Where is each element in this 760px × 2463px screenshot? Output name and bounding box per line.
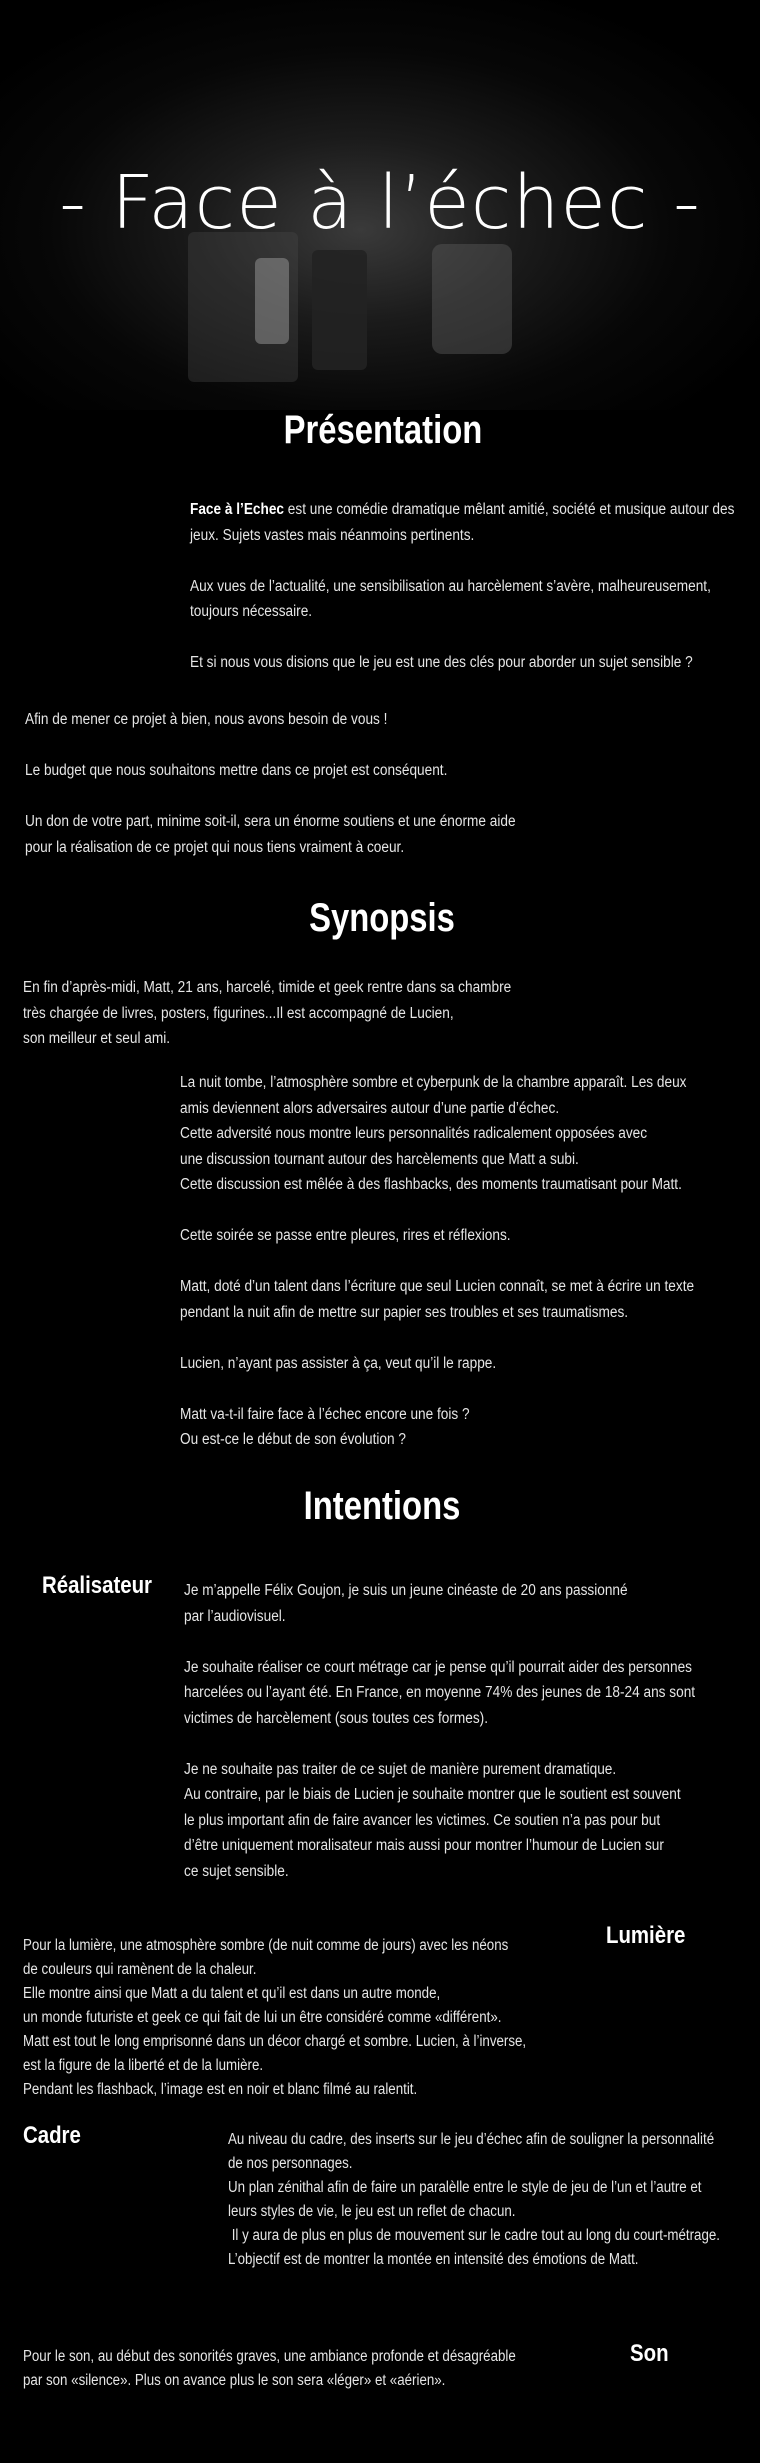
cadre-text: Au niveau du cadre, des inserts sur le jeu d’échec afin de souligner la personnalité de nos personnages. Un plan zénithal afin de faire un paralèlle entre le style de jeu de l’un et l’autre et leurs styles de vie, le jeu est un reflet de chacun. Il y aura de plus en plus de mouvement sur le cadre tout au long du court-métrage. L’objectif est de montrer la montée en intensité des émotions de Matt. (228, 2131, 721, 2268)
lumiere-label: Lumière (606, 1922, 686, 1949)
son-label: Son (630, 2340, 669, 2367)
hero-object-book (255, 258, 289, 344)
presentation-appeal: Afin de mener ce projet à bien, nous avons besoin de vous ! Le budget que nous souhaitons mettre dans ce projet est conséquent. Un don de votre part, minime soit-il, sera un énorme soutiens et une énorme aide pour la réalisation de ce projet qui nous tiens vraiment à coeur. (25, 711, 516, 856)
realisateur-label: Réalisateur (42, 1572, 152, 1599)
project-name: Face à l’Echec (190, 501, 285, 518)
presentation-intro: Face à l’Echec est une comédie dramatique mêlant amitié, société et musique autour des jeux. Sujets vastes mais néanmoins pertinents. Aux vues de l’actualité, une sensibilisation au harcèlement s’avère, malheureusement, toujours nécessaire. Et si nous vous disions que le jeu est une des clés pour aborder un sujet sensible ? (190, 501, 735, 671)
hero-object-center (312, 250, 367, 370)
realisateur-text: Je m’appelle Félix Goujon, je suis un jeune cinéaste de 20 ans passionné par l’audiovisuel. Je souhaite réaliser ce court métrage car je pense qu’il pourrait aider des personnes harcelées ou l’ayant été. En France, en moyenne 74% des jeunes de 18-24 ans sont victimes de harcèlement (sous toutes ces formes). Je ne souhaite pas traiter de ce sujet de manière purement dramatique. Au contraire, par le biais de Lucien je souhaite montrer que le soutient est souvent le plus important afin de faire avancer les victimes. Ce soutien n’a pas pour but d’être uniquement moralisateur mais aussi pour montrer l’humour de Lucien sur ce sujet sensible. (184, 1582, 696, 1880)
synopsis-heading: Synopsis (309, 896, 455, 940)
cadre-label: Cadre (23, 2122, 81, 2149)
intentions-heading: Intentions (303, 1484, 461, 1528)
page-title: - Face à l’échec - (59, 160, 701, 246)
hero-banner (0, 0, 760, 410)
synopsis-intro: En fin d’après-midi, Matt, 21 ans, harcelé, timide et geek rentre dans sa chambre très chargée de livres, posters, figurines...Il est accompagné de Lucien, son meilleur et seul ami. (23, 979, 512, 1047)
son-text: Pour le son, au début des sonorités graves, une ambiance profonde et désagréable par son «silence». Plus on avance plus le son sera «léger» et «aérien». (23, 2348, 516, 2389)
presentation-heading: Présentation (283, 408, 483, 452)
lumiere-text: Pour la lumière, une atmosphère sombre (de nuit comme de jours) avec les néons de couleurs qui ramènent de la chaleur. Elle montre ainsi que Matt a du talent et qu’il est dans un autre monde, un monde futuriste et geek ce qui fait de lui un être considéré comme «différent». Matt est tout le long emprisonné dans un décor chargé et sombre. Lucien, à l’inverse, est la figure de la liberté et de la lumière. Pendant les flashback, l’image est en noir et blanc filmé au ralentit. (23, 1937, 527, 2098)
hero-object-speaker (432, 244, 512, 354)
synopsis-body: La nuit tombe, l’atmosphère sombre et cyberpunk de la chambre apparaît. Les deux amis deviennent alors adversaires autour d’une partie d’échec. Cette adversité nous montre leurs personnalités radicalement opposées avec une discussion tournant autour des harcèlements que Matt a subi. Cette discussion est mêlée à des flashbacks, des moments traumatisant pour Matt. Cette soirée se passe entre pleures, rires et réflexions. Matt, doté d’un talent dans l’écriture que seul Lucien connaît, se met à écrire un texte pendant la nuit afin de mettre sur papier ses troubles et ses traumatismes. Lucien, n’ayant pas assister à ça, veut qu’il le rappe. Matt va-t-il faire face à l’échec encore une fois ? Ou est-ce le début de son évolution ? (180, 1074, 695, 1448)
